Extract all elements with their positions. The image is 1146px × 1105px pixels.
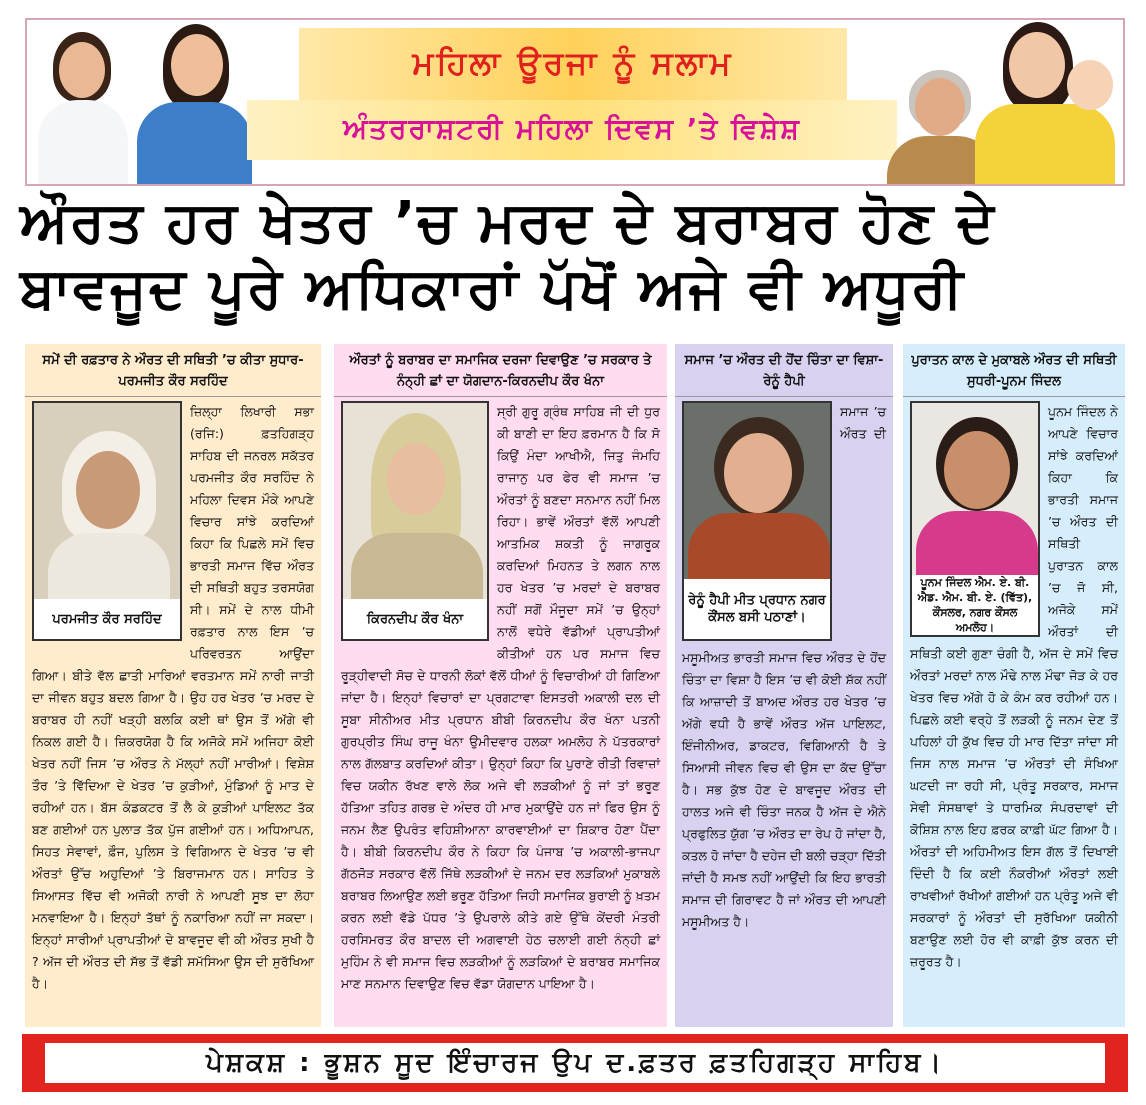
article-body <box>675 397 893 937</box>
portrait-photo <box>341 401 489 641</box>
page-headline: ਔਰਤ ਹਰ ਖੇਤਰ ’ਚ ਮਰਦ ਦੇ ਬਰਾਬਰ ਹੋਣ ਦੇ ਬਾਵਜੂਦ ਪੂਰੇ ਅਧਿਕਾਰਾਂ ਪੱਖੋਂ ਅਜੇ ਵੀ ਅਧੂਰੀ <box>20 190 996 321</box>
portrait-caption: ਕਿਰਨਦੀਪ ਕੌਰ ਖੰਨਾ <box>366 611 464 627</box>
article-column-4 <box>903 344 1125 1027</box>
article-column-1 <box>25 344 321 1027</box>
banner-doctor-image <box>33 30 133 185</box>
portrait-caption: ਪੂਨਮ ਜਿੰਦਲ ਐਮ. ਏ. ਬੀ. ਐਡ. ਐਮ. ਬੀ. ਏ. (ਵਿੱਤ), ਕੌਂਸਲਰ, ਨਗਰ ਕੌਂਸਲ ਅਮਲੋਹ। <box>917 576 1033 634</box>
article-body <box>25 397 321 999</box>
portrait-caption: ਪਰਮਜੀਤ ਕੌਰ ਸਰਹਿੰਦ <box>52 611 162 627</box>
footer-credit <box>22 1034 1128 1092</box>
portrait-photo <box>32 401 182 641</box>
article-heading: ਸਮੇਂ ਦੀ ਰਫ਼ਤਾਰ ਨੇ ਔਰਤ ਦੀ ਸਥਿਤੀ ’ਚ ਕੀਤਾ ਸੁਧਾਰ-ਪਰਮਜੀਤ ਕੌਰ ਸਰਹਿੰਦ <box>25 344 321 397</box>
article-body <box>334 397 667 999</box>
article-heading: ਪੁਰਾਤਨ ਕਾਲ ਦੇ ਮੁਕਾਬਲੇ ਔਰਤ ਦੀ ਸਥਿਤੀ ਸੁਧਰੀ-ਪੂਨਮ ਜਿੰਦਲ <box>903 344 1125 397</box>
banner-mother-child-image <box>967 20 1125 186</box>
article-text: ਸ੍ਰੀ ਗੁਰੂ ਗ੍ਰੰਥ ਸਾਹਿਬ ਜੀ ਦੀ ਧੁਰ ਕੀ ਬਾਣੀ ਦਾ ਇਹ ਫ਼ਰਮਾਨ ਹੈ ਕਿ ਸੋ ਕਿਉਂ ਮੰਦਾ ਆਖੀਐ, ਜਿਤੁ ਜੰਮਹਿ ਰਾਜਾਨੁ ਪਰ ਫੇਰ ਵੀ ਸਮਾਜ ’ਚ ਔਰਤਾਂ ਨੂੰ ਬਣਦਾ ਸਨਮਾਨ ਨਹੀਂ ਮਿਲ ਰਿਹਾ। ਭਾਵੇਂ ਔਰਤਾਂ ਵੱਲੋਂ ਆਪਣੀ ਆਤਮਿਕ ਸ਼ਕਤੀ ਨੂੰ ਜਾਗਰੂਕ ਕਰਦਿਆਂ ਮਿਹਨਤ ਤੇ ਲਗਨ ਨਾਲ ਹਰ ਖੇਤਰ ’ਚ ਮਰਦਾਂ ਦੇ ਬਰਾਬਰ ਨਹੀਂ ਸਗੋਂ ਮੌਜੂਦਾ ਸਮੇਂ ’ਚ ਉਨ੍ਹਾਂ ਨਾਲੋਂ ਵਧੇਰੇ ਵੱਡੀਆਂ ਪ੍ਰਾਪਤੀਆਂ ਕੀਤੀਆਂ ਹਨ ਪਰ ਸਮਾਜ ਵਿਚ ਰੂੜ੍ਹੀਵਾਦੀ ਸੋਚ ਦੇ ਧਾਰਨੀ ਲੋਕਾਂ ਵੱਲੋਂ ਧੀਆਂ ਨੂੰ ਵਿਚਾਰੀਆਂ ਹੀ ਗਿਣਿਆ ਜਾਂਦਾ ਹੈ। ਇਨ੍ਹਾਂ ਵਿਚਾਰਾਂ ਦਾ ਪ੍ਰਗਟਾਵਾ ਇਸਤਰੀ ਅਕਾਲੀ ਦਲ ਦੀ ਸੂਬਾ ਸੀਨੀਅਰ ਮੀਤ ਪ੍ਰਧਾਨ ਬੀਬੀ ਕਿਰਨਦੀਪ ਕੌਰ ਖੰਨਾ ਪਤਨੀ ਗੁਰਪ੍ਰੀਤ ਸਿੰਘ ਰਾਜੂ ਖੰਨਾ ਉਮੀਦਵਾਰ ਹਲਕਾ ਅਮਲੋਹ ਨੇ ਪੱਤਰਕਾਰਾਂ ਨਾਲ ਗੱਲਬਾਤ ਕਰਦਿਆਂ ਕੀਤਾ। ਉਨ੍ਹਾਂ ਕਿਹਾ ਕਿ ਪੁਰਾਣੇ ਰੀਤੀ ਰਿਵਾਜ਼ਾਂ ਵਿਚ ਯਕੀਨ ਰੱਖਣ ਵਾਲੇ ਲੋਕ ਅਜੇ ਵੀ ਲੜਕੀਆਂ ਨੂੰ ਜਾਂ ਤਾਂ ਭਰੂਣ ਹੱਤਿਆ ਤਹਿਤ ਗਰਭ ਦੇ ਅੰਦਰ ਹੀ ਮਾਰ ਮੁਕਾਉਂਦੇ ਹਨ ਜਾਂ ਫਿਰ ਉਸ ਨੂੰ ਜਨਮ ਲੈਣ ਉਪਰੰਤ ਵਹਿਸ਼ੀਆਨਾ ਕਾਰਵਾਈਆਂ ਦਾ ਸ਼ਿਕਾਰ ਹੋਣਾ ਪੈਂਦਾ ਹੈ। ਬੀਬੀ ਕਿਰਨਦੀਪ ਕੌਰ ਨੇ ਕਿਹਾ ਕਿ ਪੰਜਾਬ ’ਚ ਅਕਾਲੀ-ਭਾਜਪਾ ਗੱਠਜੋੜ ਸਰਕਾਰ ਵੱਲੋਂ ਜਿੱਥੇ ਲੜਕੀਆਂ ਦੇ ਜਨਮ ਦਰ ਲੜਕਿਆਂ ਮੁਕਾਬਲੇ ਬਰਾਬਰ ਲਿਆਉਣ ਲਈ ਭਰੂਣ ਹੱਤਿਆ ਜਿਹੀ ਸਮਾਜਿਕ ਬੁਰਾਈ ਨੂੰ ਖ਼ਤਮ ਕਰਨ ਲਈ ਵੱਡੇ ਪੱਧਰ ’ਤੇ ਉਪਰਾਲੇ ਕੀਤੇ ਗਏ ਉੱਥੇ ਕੇਂਦਰੀ ਮੰਤਰੀ ਹਰਸਿਮਰਤ ਕੌਰ ਬਾਦਲ ਦੀ ਅਗਵਾਈ ਹੇਠ ਚਲਾਈ ਗਈ ਨੰਨ੍ਹੀ ਛਾਂ ਮੁਹਿੰਮ ਨੇ ਵੀ ਸਮਾਜ ਵਿਚ ਲੜਕੀਆਂ ਨੂੰ ਲੜਕਿਆਂ ਦੇ ਬਰਾਬਰ ਸਮਾਜਿਕ ਮਾਣ ਸਨਮਾਨ ਦਿਵਾਉਣ ਵਿਚ ਵੱਡਾ ਯੋਗਦਾਨ ਪਾਇਆ ਹੈ। <box>341 404 660 991</box>
article-text: ਸਮਾਜ ’ਚ ਔਰਤ ਦੀ ਮਸੂਮੀਅਤ ਭਾਰਤੀ ਸਮਾਜ ਵਿਚ ਔਰਤ ਦੇ ਹੋਂਦ ਚਿੰਤਾ ਦਾ ਵਿਸ਼ਾ ਹੈ ਇਸ ’ਚ ਵੀ ਕੋਈ ਸ਼ੱਕ ਨਹੀਂ ਕਿ ਆਜ਼ਾਦੀ ਤੋਂ ਬਾਅਦ ਔਰਤ ਹਰ ਖੇਤਰ ’ਚ ਅੱਗੇ ਵਧੀ ਹੈ ਭਾਵੇਂ ਔਰਤ ਅੱਜ ਪਾਇਲਟ, ਇੰਜੀਨੀਅਰ, ਡਾਕਟਰ, ਵਿਗਿਆਨੀ ਹੈ ਤੇ ਸਿਆਸੀ ਜੀਵਨ ਵਿਚ ਵੀ ਉਸ ਦਾ ਕੱਦ ਉੱਚਾ ਹੈ। ਸਭ ਕੁੱਝ ਹੋਣ ਦੇ ਬਾਵਜੂਦ ਔਰਤ ਦੀ ਹਾਲਤ ਅਜੇ ਵੀ ਚਿੰਤਾ ਜਨਕ ਹੈ ਅੱਜ ਦੇ ਐਨੇ ਪ੍ਰਫੁਲਿਤ ਯੁੱਗ ’ਚ ਔਰਤ ਦਾ ਰੇਪ ਹੋ ਜਾਂਦਾ ਹੈ, ਕਤਲ ਹੋ ਜਾਂਦਾ ਹੈ ਦਹੇਜ ਦੀ ਬਲੀ ਚੜ੍ਹਾ ਦਿੱਤੀ ਜਾਂਦੀ ਹੈ ਸਮਝ ਨਹੀਂ ਆਉਂਦੀ ਕਿ ਇਹ ਭਾਰਤੀ ਸਮਾਜ ਦੀ ਗਿਰਾਵਟ ਹੈ ਜਾਂ ਔਰਤ ਦੀ ਆਪਣੀ ਮਸੂਮੀਅਤ ਹੈ। <box>682 404 886 929</box>
portrait-photo <box>682 401 832 641</box>
portrait-caption: ਰੇਨੂੰ ਹੈਪੀ ਮੀਤ ਪ੍ਰਧਾਨ ਨਗਰ ਕੌਂਸਲ ਬਸੀ ਪਠਾਣਾਂ। <box>688 593 826 625</box>
banner <box>25 18 1125 186</box>
banner-student-image <box>127 24 257 184</box>
article-heading: ਔਰਤਾਂ ਨੂੰ ਬਰਾਬਰ ਦਾ ਸਮਾਜਿਕ ਦਰਜਾ ਦਿਵਾਉਣ ’ਚ ਸਰਕਾਰ ਤੇ ਨੰਨ੍ਹੀ ਛਾਂ ਦਾ ਯੋਗਦਾਨ-ਕਿਰਨਦੀਪ ਕੌਰ ਖੰਨਾ <box>334 344 667 397</box>
footer-credit-text: ਪੇਸ਼ਕਸ਼ : ਭੂਸ਼ਨ ਸੂਦ ਇੰਚਾਰਜ ਉਪ ਦ.ਫ਼ਤਰ ਫ਼ਤਹਿਗੜ੍ਹ ਸਾਹਿਬ। <box>45 1043 1105 1083</box>
article-text: ਪੂਨਮ ਜਿੰਦਲ ਨੇ ਆਪਣੇ ਵਿਚਾਰ ਸਾਂਝੇ ਕਰਦਿਆਂ ਕਿਹਾ ਕਿ ਭਾਰਤੀ ਸਮਾਜ ’ਚ ਔਰਤ ਦੀ ਸਥਿਤੀ ਪੁਰਾਤਨ ਕਾਲ ’ਚ ਜੋ ਸੀ, ਅਜੋਕੇ ਸਮੇਂ ਔਰਤਾਂ ਦੀ ਸਥਿਤੀ ਕਈ ਗੁਣਾ ਚੰਗੀ ਹੈ, ਅੱਜ ਦੇ ਸਮੇਂ ਵਿਚ ਔਰਤਾਂ ਮਰਦਾਂ ਨਾਲ ਮੌਢੇ ਨਾਲ ਮੌਢਾ ਜੋੜ ਕੇ ਹਰ ਖੇਤਰ ਵਿਚ ਅੱਗੇ ਹੋ ਕੇ ਕੰਮ ਕਰ ਰਹੀਆਂ ਹਨ। ਪਿਛਲੇ ਕਈ ਵਰ੍ਹੇ ਤੋਂ ਲੜਕੀ ਨੂੰ ਜਨਮ ਦੇਣ ਤੋਂ ਪਹਿਲਾਂ ਹੀ ਕੁੱਖ ਵਿਚ ਹੀ ਮਾਰ ਦਿੱਤਾ ਜਾਂਦਾ ਸੀ ਜਿਸ ਨਾਲ ਸਮਾਜ ’ਚ ਔਰਤਾਂ ਦੀ ਸੰਖਿਆ ਘਟਦੀ ਜਾ ਰਹੀ ਸੀ, ਪ੍ਰੰਤੂ ਸਰਕਾਰ, ਸਮਾਜ ਸੇਵੀ ਸੰਸਥਾਵਾਂ ਤੇ ਧਾਰਮਿਕ ਸੰਪਰਦਾਵਾਂ ਦੀ ਕੋਸ਼ਿਸ਼ ਨਾਲ ਇਹ ਫ਼ਰਕ ਕਾਫ਼ੀ ਘੱਟ ਗਿਆ ਹੈ। ਔਰਤਾਂ ਦੀ ਅਹਿਮੀਅਤ ਇਸ ਗੱਲ ਤੋਂ ਦਿਖਾਈ ਦਿੰਦੀ ਹੈ ਕਿ ਕਈ ਨੌਕਰੀਆਂ ਔਰਤਾਂ ਲਈ ਰਾਖਵੀਆਂ ਰੱਖੀਆਂ ਗਈਆਂ ਹਨ ਪ੍ਰੰਤੂ ਅਜੇ ਵੀ ਸਰਕਾਰਾਂ ਨੂੰ ਔਰਤਾਂ ਦੀ ਸੁਰੱਖਿਆ ਯਕੀਨੀ ਬਣਾਉਣ ਲਈ ਹੋਰ ਵੀ ਕਾਫ਼ੀ ਕੁੱਝ ਕਰਨ ਦੀ ਜ਼ਰੂਰਤ ਹੈ। <box>910 404 1118 969</box>
article-text: ਜ਼ਿਲ੍ਹਾ ਲਿਖਾਰੀ ਸਭਾ (ਰਜਿ:) ਫ਼ਤਹਿਗੜ੍ਹ ਸਾਹਿਬ ਦੀ ਜਨਰਲ ਸਕੱਤਰ ਪਰਮਜੀਤ ਕੌਰ ਸਰਹਿੰਦ ਨੇ ਮਹਿਲਾ ਦਿਵਸ ਮੌਕੇ ਆਪਣੇ ਵਿਚਾਰ ਸਾਂਝੇ ਕਰਦਿਆਂ ਕਿਹਾ ਕਿ ਪਿਛਲੇ ਸਮੇਂ ਵਿਚ ਭਾਰਤੀ ਸਮਾਜ ਵਿੱਚ ਔਰਤ ਦੀ ਸਥਿਤੀ ਬਹੁਤ ਤਰਸਯੋਗ ਸੀ। ਸਮੇਂ ਦੇ ਨਾਲ ਧੀਮੀ ਰਫ਼ਤਾਰ ਨਾਲ ਇਸ ’ਚ ਪਰਿਵਰਤਨ ਆਉਂਦਾ ਗਿਆ। ਬੀਤੇ ਵੱਲ ਛਾਤੀ ਮਾਰਿਆਂ ਵਰਤਮਾਨ ਸਮੇਂ ਨਾਰੀ ਜਾਤੀ ਦਾ ਜੀਵਨ ਬਹੁਤ ਬਦਲ ਗਿਆ ਹੈ। ਉਹ ਹਰ ਖੇਤਰ ’ਚ ਮਰਦ ਦੇ ਬਰਾਬਰ ਹੀ ਨਹੀਂ ਖੜ੍ਹੀ ਬਲਕਿ ਕਈ ਥਾਂ ਉਸ ਤੋਂ ਅੱਗੇ ਵੀ ਨਿਕਲ ਗਈ ਹੈ। ਜ਼ਿਕਰਯੋਗ ਹੈ ਕਿ ਅਜੋਕੇ ਸਮੇਂ ਅਜਿਹਾ ਕੋਈ ਖੇਤਰ ਨਹੀਂ ਜਿਸ ’ਚ ਔਰਤ ਨੇ ਮੱਲ੍ਹਾਂ ਨਹੀਂ ਮਾਰੀਆਂ। ਵਿਸ਼ੇਸ਼ ਤੌਰ ’ਤੇ ਵਿੱਦਿਆ ਦੇ ਖੇਤਰ ’ਚ ਕੁੜੀਆਂ, ਮੁੰਡਿਆਂ ਨੂੰ ਮਾਤ ਦੇ ਰਹੀਆਂ ਹਨ। ਬੱਸ ਕੰਡਕਟਰ ਤੋਂ ਲੈ ਕੇ ਕੁੜੀਆਂ ਪਾਇਲਟ ਤੱਕ ਬਣ ਗਈਆਂ ਹਨ ਪੁਲਾੜ ਤੱਕ ਪੁੱਜ ਗਈਆਂ ਹਨ। ਅਧਿਆਪਨ, ਸਿਹਤ ਸੇਵਾਵਾਂ, ਫ਼ੌਜ, ਪੁਲਿਸ ਤੇ ਵਿਗਿਆਨ ਦੇ ਖੇਤਰ ’ਚ ਵੀ ਔਰਤਾਂ ਉੱਚ ਅਹੁਦਿਆਂ ’ਤੇ ਬਿਰਾਜਮਾਨ ਹਨ। ਸਾਹਿਤ ਤੇ ਸਿਆਸਤ ਵਿੱਚ ਵੀ ਅਜੋਕੀ ਨਾਰੀ ਨੇ ਆਪਣੀ ਸੂਝ ਦਾ ਲੋਹਾ ਮਨਵਾਇਆ ਹੈ। ਇਨ੍ਹਾਂ ਤੱਥਾਂ ਨੂੰ ਨਕਾਰਿਆ ਨਹੀਂ ਜਾ ਸਕਦਾ। ਇਨ੍ਹਾਂ ਸਾਰੀਆਂ ਪ੍ਰਾਪਤੀਆਂ ਦੇ ਬਾਵਜੂਦ ਵੀ ਕੀ ਔਰਤ ਸੁਖੀ ਹੈ ? ਅੱਜ ਦੀ ਔਰਤ ਦੀ ਸੱਭ ਤੋਂ ਵੱਡੀ ਸਮੱਸਿਆ ਉਸ ਦੀ ਸੁਰੱਖਿਆ ਹੈ। <box>32 404 314 991</box>
banner-subtitle: ਅੰਤਰਰਾਸ਼ਟਰੀ ਮਹਿਲਾ ਦਿਵਸ ’ਤੇ ਵਿਸ਼ੇਸ਼ <box>343 112 801 145</box>
article-heading: ਸਮਾਜ ’ਚ ਔਰਤ ਦੀ ਹੋਂਦ ਚਿੰਤਾ ਦਾ ਵਿਸ਼ਾ-ਰੇਨੂੰ ਹੈਪੀ <box>675 344 893 397</box>
article-body <box>903 397 1125 977</box>
article-column-3 <box>675 344 893 1027</box>
portrait-photo <box>910 401 1040 637</box>
banner-title: ਮਹਿਲਾ ਊਰਜਾ ਨੂੰ ਸਲਾਮ <box>412 44 734 82</box>
article-column-2 <box>334 344 667 1027</box>
